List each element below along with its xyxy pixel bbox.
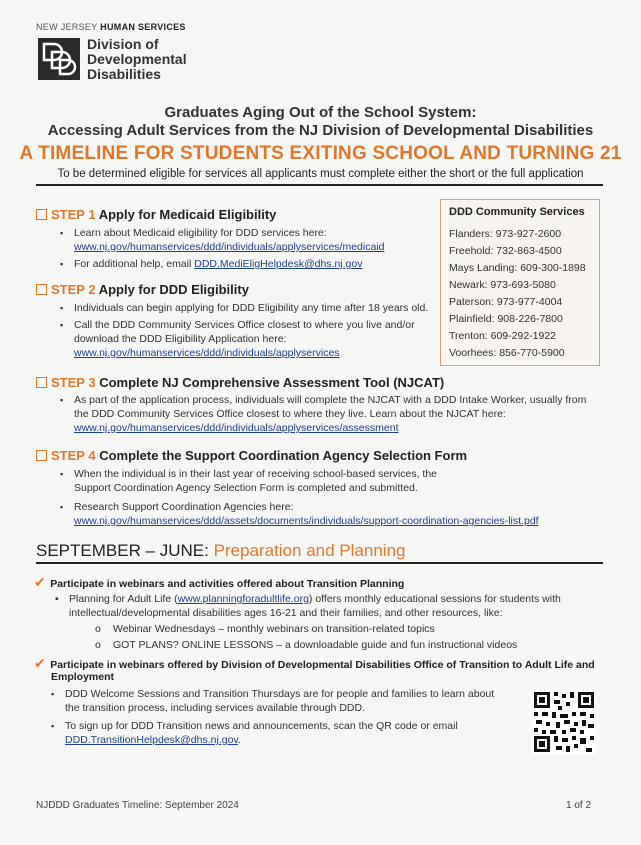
part-2-heading-line-2: Employment <box>51 671 115 683</box>
division-line-2: Developmental <box>87 51 187 67</box>
bullet-icon: ▪ <box>51 689 55 699</box>
part-1-bullet-1-suffix: ) offers monthly educational sessions for students with <box>308 593 561 605</box>
step-1-title: Apply for Medicaid Eligibility <box>98 207 277 222</box>
office-voorhees: Voorhees: 856-770-5900 <box>449 347 565 359</box>
medielig-email-link[interactable]: DDD.MediEligHelpdesk@dhs.nj.gov <box>194 258 363 270</box>
medicaid-link[interactable]: www.nj.gov/humanservices/ddd/individuals/applyservices/medicaid <box>74 241 385 253</box>
section-title <box>36 541 405 561</box>
part-2-bullet-2-end: . <box>237 734 241 746</box>
community-services-title: DDD Community Services <box>449 206 585 218</box>
checkbox-icon <box>36 450 47 461</box>
step-2-label: STEP 2 <box>51 282 96 297</box>
part-2-heading <box>34 655 595 673</box>
sub-bullet-marker: o <box>95 639 101 651</box>
step-4-heading <box>36 448 467 463</box>
part-1-heading <box>34 574 404 592</box>
step-1-bullet-1 <box>60 226 385 254</box>
bullet-icon: ▪ <box>55 593 59 605</box>
step-2-heading <box>36 282 249 297</box>
office-flanders: Flanders: 973-927-2600 <box>449 228 562 240</box>
part-1-sub-2-text: GOT PLANS? ONLINE LESSONS – a downloadable guide and fun instructional videos <box>113 639 518 651</box>
part-1-sub-2 <box>95 638 518 652</box>
divider <box>36 184 603 186</box>
step-3-bullet-1-line-2: the DDD Community Services Office closest to where they live. Learn about the NJCAT here: <box>74 408 506 420</box>
checkbox-icon <box>36 209 47 220</box>
part-1-sub-1-text: Webinar Wednesdays – monthly webinars on transition-related topics <box>113 623 435 635</box>
part-2-bullet-1-line-2: the transition process, including services available through DDD. <box>65 702 365 714</box>
step-4-title: Complete the Support Coordination Agency Selection Form <box>99 448 468 463</box>
step-1-heading <box>36 207 276 222</box>
bullet-icon: ▪ <box>60 259 64 269</box>
step-2-title: Apply for DDD Eligibility <box>98 282 249 297</box>
bullet-icon: ▪ <box>60 395 64 405</box>
timeline-title: A TIMELINE FOR STUDENTS EXITING SCHOOL AND TURNING 21 <box>19 143 622 164</box>
step-2-bullet-1 <box>60 301 429 315</box>
step-2-bullet-2-line-1: Call the DDD Community Services Office closest to where you live and/or <box>74 319 415 331</box>
footer-document-title: NJDDD Graduates Timeline: September 2024 <box>36 800 239 811</box>
transition-helpdesk-email-link[interactable]: DDD.TransitionHelpdesk@dhs.nj.gov <box>65 734 238 746</box>
agency-prefix: NEW JERSEY <box>36 22 98 32</box>
part-1-sub-1 <box>95 622 435 636</box>
part-1-bullet-1-line-2: intellectual/developmental disabilities ages 16-21 and their families, and other resources, like: <box>69 607 503 619</box>
bullet-icon: ▪ <box>51 721 55 731</box>
step-2-bullet-2-line-2: download the DDD Eligibility Application here: <box>74 333 287 345</box>
part-2-bullet-1 <box>51 687 495 715</box>
step-3-bullet-1 <box>60 393 587 435</box>
bullet-icon: ▪ <box>60 320 64 330</box>
step-1-bullet-1-text: Learn about Medicaid eligibility for DDD services here: <box>74 227 327 239</box>
part-1-bullet-1 <box>55 592 561 620</box>
title-line-2: Accessing Adult Services from the NJ Division of Developmental Disabilities <box>47 122 594 139</box>
step-1-bullet-2 <box>60 257 363 271</box>
bullet-icon: ▪ <box>60 469 64 479</box>
step-3-label: STEP 3 <box>51 375 96 390</box>
checkbox-icon <box>36 377 47 388</box>
part-2-bullet-2-text: To sign up for DDD Transition news and announcements, scan the QR code or email <box>65 720 458 732</box>
division-name <box>87 37 187 82</box>
office-mays-landing: Mays Landing: 609-300-1898 <box>449 262 586 274</box>
eligibility-note: To be determined eligible for services all applicants must complete either the short or the full application <box>57 168 584 180</box>
office-freehold: Freehold: 732-863-4500 <box>449 245 562 257</box>
step-4-bullet-1-line-1: When the individual is in their last year of receiving school-based services, the <box>74 468 438 480</box>
page-number: 1 of 2 <box>566 800 592 811</box>
office-newark: Newark: 973-693-5080 <box>449 279 556 291</box>
checkmark-icon: ✔ <box>34 655 46 671</box>
divider <box>36 562 603 564</box>
step-3-heading <box>36 375 444 390</box>
part-1-heading-text: Participate in webinars and activities offered about Transition Planning <box>50 578 405 590</box>
step-4-bullet-2-text: Research Support Coordination Agencies here: <box>74 501 294 513</box>
step-2-bullet-2 <box>60 318 415 360</box>
step-4-label: STEP 4 <box>51 448 96 463</box>
step-3-bullet-1-line-1: As part of the application process, individuals will complete the NJCAT with a DDD Intake Worker, usually from <box>74 394 587 406</box>
step-4-bullet-1-line-2: Support Coordination Agency Selection Form is completed and submitted. <box>74 482 418 494</box>
qr-code-icon[interactable] <box>532 690 596 754</box>
step-3-title: Complete NJ Comprehensive Assessment Tool (NJCAT) <box>99 375 445 390</box>
bullet-icon: ▪ <box>60 303 64 313</box>
checkbox-icon <box>36 284 47 295</box>
office-trenton: Trenton: 609-292-1922 <box>449 330 557 342</box>
agency-line <box>36 22 186 32</box>
step-2-bullet-1-text: Individuals can begin applying for DDD Eligibility any time after 18 years old. <box>74 302 429 314</box>
division-line-1: Division of <box>87 36 159 52</box>
division-line-3: Disabilities <box>87 66 161 82</box>
office-plainfield: Plainfield: 908-226-7800 <box>449 313 563 325</box>
bullet-icon: ▪ <box>60 502 64 512</box>
agency-name: HUMAN SERVICES <box>100 22 186 32</box>
part-1-bullet-1-prefix: Planning for Adult Life ( <box>69 593 178 605</box>
step-4-bullet-2 <box>60 500 539 528</box>
part-2-bullet-1-line-1: DDD Welcome Sessions and Transition Thursdays are for people and families to learn about <box>65 688 495 700</box>
section-title-accent: Preparation and Planning <box>213 541 406 560</box>
sub-bullet-marker: o <box>95 623 101 635</box>
agencies-list-link[interactable]: www.nj.gov/humanservices/ddd/assets/documents/individuals/support-coordination-agencies-list.pdf <box>74 515 539 527</box>
office-paterson: Paterson: 973-977-4004 <box>449 296 563 308</box>
part-2-bullet-2 <box>51 719 458 747</box>
applyservices-link[interactable]: www.nj.gov/humanservices/ddd/individuals/applyservices <box>74 347 340 359</box>
ddd-logo-icon <box>38 38 80 80</box>
planningforadultlife-link[interactable]: www.planningforadultlife.org <box>177 593 309 605</box>
assessment-link[interactable]: www.nj.gov/humanservices/ddd/individuals/applyservices/assessment <box>74 422 399 434</box>
step-1-label: STEP 1 <box>51 207 96 222</box>
bullet-icon: ▪ <box>60 228 64 238</box>
step-4-bullet-1 <box>60 467 438 495</box>
title-line-1: Graduates Aging Out of the School System: <box>164 104 477 121</box>
section-title-prefix: SEPTEMBER – JUNE: <box>36 541 214 560</box>
part-2-heading-line-1: Participate in webinars offered by Division of Developmental Disabilities Office of Transition to Adult Life and <box>50 659 595 671</box>
checkmark-icon: ✔ <box>34 574 46 590</box>
step-1-bullet-2-text: For additional help, email <box>74 258 195 270</box>
